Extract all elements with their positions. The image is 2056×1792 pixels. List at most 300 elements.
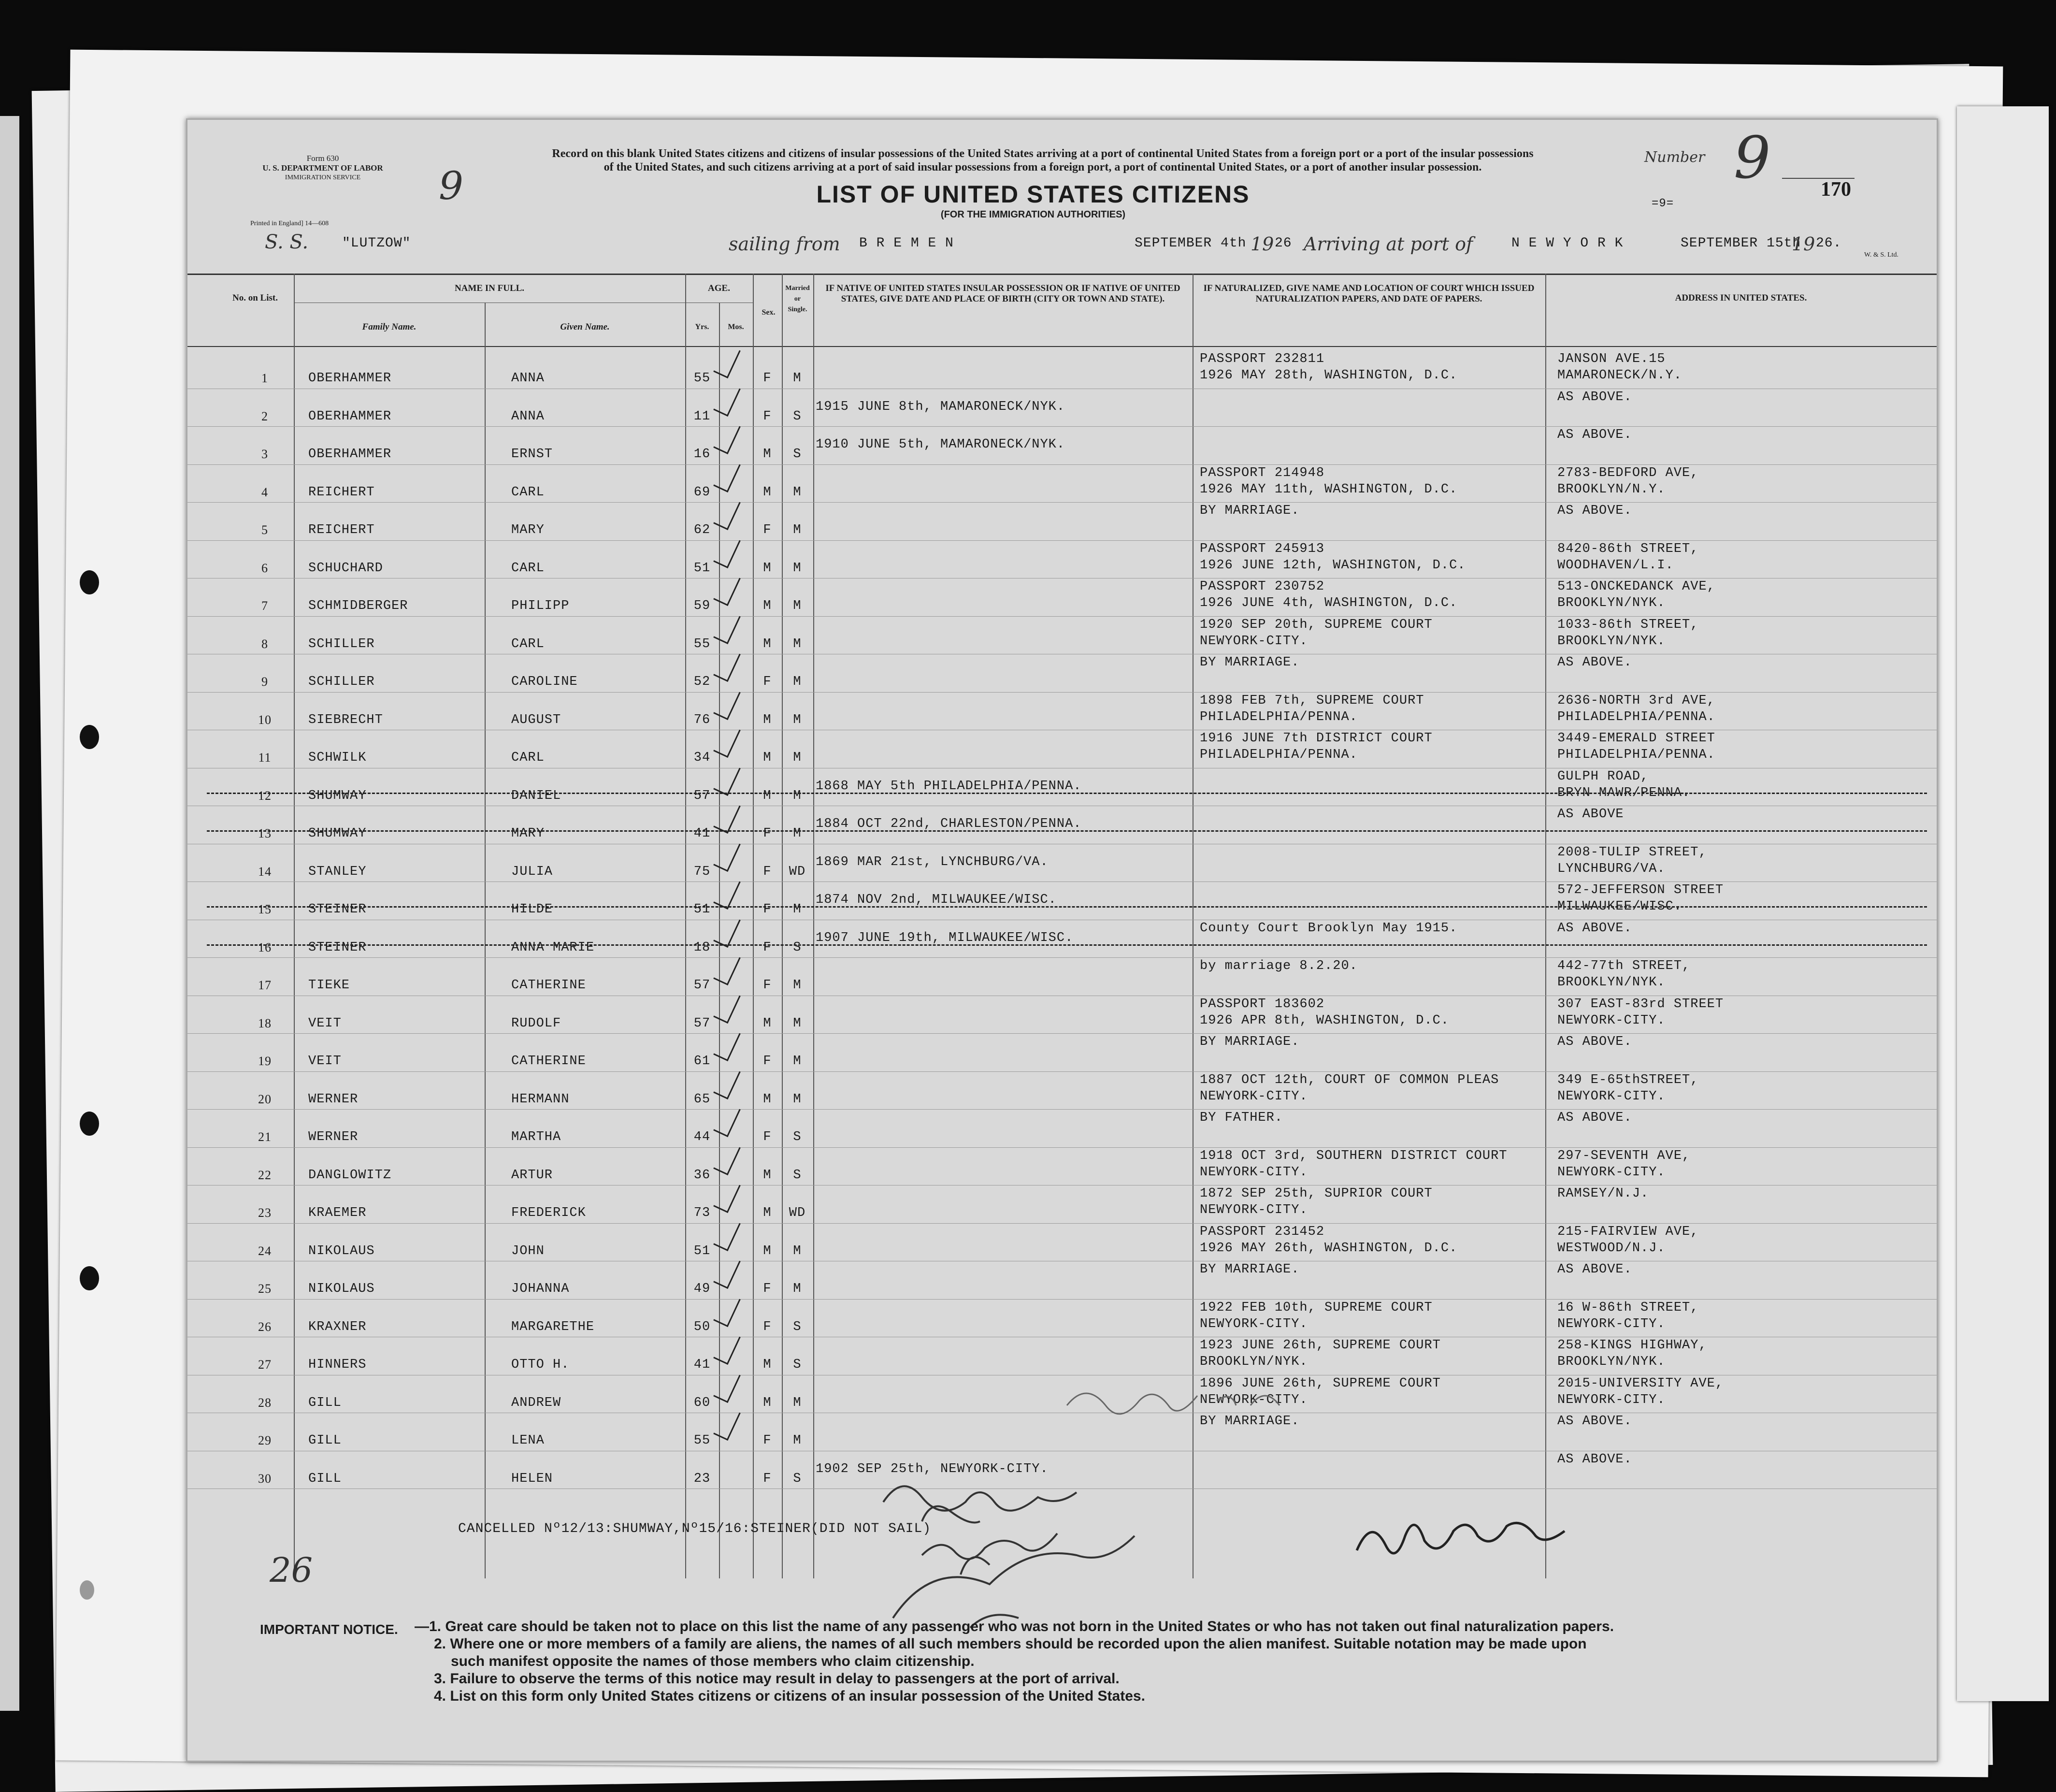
given-name: JOHANNA [511,1282,570,1296]
form-instructions: Record on this blank United States citizens and citizens of insular possessions of the United States arriving at a port of continental United States from a foreign port or a port of the insular possessions of the United States, and such citizens arriving at a port of said insular possessions from a foreign port, a port of continental United States, or a port of another insular possession. [552,147,1534,173]
family-name: SHUMWAY [308,826,367,841]
punch-hole [80,570,99,594]
family-name: SHUMWAY [308,788,367,803]
form-info [255,154,390,183]
form-number: Form 630 [306,154,339,163]
sex: F [763,409,772,424]
given-name: AUGUST [511,712,561,727]
marital-status: M [793,636,802,651]
age: 44 [693,1130,711,1144]
given-name: CATHERINE [511,1054,586,1069]
address-line-1: 8420-86th STREET, [1557,541,1699,556]
cancellation-strike [207,830,1927,832]
naturalization-line-1: County Court Brooklyn May 1915. [1200,921,1458,936]
header-bottom-border [187,346,1937,347]
given-name: MARY [511,523,545,537]
age: 51 [693,1243,711,1258]
marital-status: M [793,712,802,727]
marital-status: WD [789,1206,806,1220]
family-name: REICHERT [308,485,375,500]
row-number: 2 [261,409,268,423]
sex: F [763,1471,772,1486]
address-line-1: 258-KINGS HIGHWAY, [1557,1338,1707,1353]
row-number: 8 [261,636,268,651]
background-sheet-edge [1957,106,2049,1701]
table-row [187,1148,1937,1186]
punch-hole [80,1112,99,1136]
sex: F [763,675,772,689]
table-row [187,541,1937,579]
marital-status: M [793,1243,802,1258]
sex: F [763,940,772,955]
naturalization-line-1: PASSPORT 245913 [1200,541,1325,556]
age: 34 [693,751,711,765]
family-name: GILL [308,1433,342,1448]
address-line-2: BRYN MAWR/PENNA. [1557,785,1691,800]
address-line-2: MILWAUKEE/WISC. [1557,899,1682,914]
sex: M [763,561,772,576]
table-row [187,844,1937,882]
notice-4: 4. List on this form only United States citizens or citizens of an insular possession of the United States. [434,1688,1145,1704]
marital-status: S [793,940,802,955]
row-number: 4 [261,485,268,499]
naturalization-line-1: BY MARRIAGE. [1200,655,1300,670]
age: 55 [693,1433,711,1448]
row-number: 24 [258,1243,272,1258]
table-row [187,806,1937,844]
given-name: JULIA [511,864,553,879]
given-name: DANIEL [511,788,561,803]
given-name: CARL [511,561,545,576]
given-name: ERNST [511,447,553,462]
department: U. S. DEPARTMENT OF LABOR [262,163,383,173]
sailing-label: sailing from [729,233,840,255]
arrival-year: 26. [1816,236,1842,251]
family-name: SCHWILK [308,751,367,765]
family-name: SIEBRECHT [308,712,383,727]
row-number: 26 [258,1319,272,1334]
row-number: 17 [258,978,272,992]
voyage-line [265,229,1908,258]
address-line-2: NEWYORK-CITY. [1557,1013,1666,1028]
col-no: No. on List. [232,293,278,303]
col-yrs: Yrs. [695,323,709,331]
birth-info: 1910 JUNE 5th, MAMARONECK/NYK. [816,437,1065,452]
row-number: 1 [261,371,268,385]
punch-hole [80,1580,94,1600]
arrival-year-prefix: 19 [1792,233,1815,255]
family-name: OBERHAMMER [308,447,392,462]
age: 60 [693,1395,711,1410]
sex: M [763,1243,772,1258]
family-name: REICHERT [308,523,375,537]
birth-info: 1902 SEP 25th, NEWYORK-CITY. [816,1461,1049,1476]
naturalization-line-1: 1922 FEB 10th, SUPREME COURT [1200,1300,1433,1315]
naturalization-line-2: PHILADELPHIA/PENNA. [1200,748,1358,762]
family-name: OBERHAMMER [308,409,392,424]
row-number: 21 [258,1130,272,1144]
naturalization-line-1: 1920 SEP 20th, SUPREME COURT [1200,617,1433,632]
age: 55 [693,371,711,386]
birth-info: 1868 MAY 5th PHILADELPHIA/PENNA. [816,779,1082,794]
row-number: 28 [258,1395,272,1410]
family-name: TIEKE [308,978,350,993]
age: 57 [693,788,711,803]
marital-status: M [793,902,802,917]
age: 75 [693,864,711,879]
family-name: GILL [308,1471,342,1486]
table-row [187,1072,1937,1110]
family-name: WERNER [308,1092,359,1107]
printer-mark: W. & S. Ltd. [1864,251,1899,259]
naturalization-line-2: 1926 JUNE 4th, WASHINGTON, D.C. [1200,596,1458,610]
table-row [187,578,1937,617]
row-number: 9 [261,675,268,689]
table-row [187,427,1937,465]
age: 36 [693,1168,711,1183]
naturalization-line-1: BY MARRIAGE. [1200,504,1300,518]
naturalization-line-2: NEWYORK-CITY. [1200,1165,1308,1180]
cancellation-strike [207,793,1927,794]
sex: M [763,1358,772,1372]
sex: M [763,447,772,462]
family-name: DANGLOWITZ [308,1168,392,1183]
port-of-departure: B R E M E N [859,236,954,251]
birth-info: 1874 NOV 2nd, MILWAUKEE/WISC. [816,893,1057,907]
family-name: WERNER [308,1130,359,1144]
address-line-1: 3449-EMERALD STREET [1557,731,1715,746]
sex: M [763,788,772,803]
address-line-2: WOODHAVEN/L.I. [1557,558,1674,573]
marital-status: S [793,1471,802,1486]
naturalization-line-1: 1916 JUNE 7th DISTRICT COURT [1200,731,1433,746]
table-row [187,389,1937,427]
marital-status: S [793,1358,802,1372]
col-naturalization: IF NATURALIZED, GIVE NAME AND LOCATION OF COURT WHICH ISSUED NATURALIZATION PAPERS, AND DATE OF PAPERS. [1203,283,1535,304]
address-line-1: 2008-TULIP STREET, [1557,845,1707,860]
cancellation-strike [207,944,1927,946]
family-name: OBERHAMMER [308,371,392,386]
marital-status: M [793,523,802,537]
given-name: CAROLINE [511,675,578,689]
address-line-2: BROOKLYN/NYK. [1557,634,1666,649]
naturalization-line-1: 1887 OCT 12th, COURT OF COMMON PLEAS [1200,1072,1499,1087]
sex: M [763,485,772,500]
arriving-label: Arriving at port of [1304,233,1473,255]
address-line-2: WESTWOOD/N.J. [1557,1241,1666,1256]
sex: F [763,826,772,841]
naturalization-line-2: 1926 APR 8th, WASHINGTON, D.C. [1200,1013,1450,1028]
table-row [187,1185,1937,1224]
given-name: OTTO H. [511,1358,570,1372]
address-line-2: BROOKLYN/N.Y. [1557,482,1666,497]
sex: F [763,1319,772,1334]
address-line-1: 2783-BEDFORD AVE, [1557,465,1699,480]
address-line-1: AS ABOVE. [1557,504,1632,518]
marital-status: M [793,788,802,803]
ship-name: "LUTZOW" [342,236,411,251]
address-line-2: PHILADELPHIA/PENNA. [1557,748,1715,762]
marital-status: S [793,447,802,462]
given-name: CARL [511,485,545,500]
address-line-1: JANSON AVE.15 [1557,352,1666,366]
row-number: 15 [258,902,272,916]
given-name: ARTUR [511,1168,553,1183]
sex: M [763,599,772,613]
row-number: 6 [261,561,268,575]
handwritten-nine: 9 [439,163,463,208]
row-number: 10 [258,712,272,727]
age: 41 [693,1358,711,1372]
given-name: FREDERICK [511,1206,586,1220]
family-name: STANLEY [308,864,367,879]
naturalization-line-1: BY MARRIAGE. [1200,1414,1300,1429]
naturalization-line-2: NEWYORK-CITY. [1200,1089,1308,1104]
address-line-1: AS ABOVE. [1557,921,1632,936]
birth-info: 1915 JUNE 8th, MAMARONECK/NYK. [816,399,1065,414]
address-line-2: NEWYORK-CITY. [1557,1316,1666,1331]
col-address: ADDRESS IN UNITED STATES. [1675,293,1807,303]
table-row [187,730,1937,768]
address-line-2: BROOKLYN/NYK. [1557,596,1666,610]
col-name: NAME IN FULL. [454,283,525,293]
age: 23 [693,1471,711,1486]
age: 62 [693,523,711,537]
marital-status: M [793,1395,802,1410]
address-line-1: 513-ONCKEDANCK AVE, [1557,579,1715,594]
marital-status: M [793,371,802,386]
given-name: CARL [511,636,545,651]
age: 49 [693,1282,711,1296]
sex: M [763,1016,772,1031]
address-line-1: 215-FAIRVIEW AVE, [1557,1224,1699,1239]
number-label: Number [1644,149,1705,166]
service: IMMIGRATION SERVICE [285,174,361,181]
address-line-1: AS ABOVE. [1557,1035,1632,1049]
marital-status: M [793,561,802,576]
naturalization-line-1: by marriage 8.2.20. [1200,959,1358,973]
row-number: 23 [258,1206,272,1220]
birth-info: 1907 JUNE 19th, MILWAUKEE/WISC. [816,930,1074,945]
row-number: 18 [258,1016,272,1030]
table-row [187,617,1937,655]
sex: M [763,751,772,765]
family-name: SCHILLER [308,636,375,651]
family-name: HINNERS [308,1358,367,1372]
col-sex: Sex. [762,308,776,317]
naturalization-line-2: NEWYORK-CITY. [1200,1203,1308,1217]
col-family: Family Name. [362,322,417,332]
address-line-1: GULPH ROAD, [1557,769,1649,784]
naturalization-line-2: BROOKLYN/NYK. [1200,1355,1308,1369]
cancellation-strike [207,906,1927,908]
sex: M [763,1206,772,1220]
table-row [187,882,1937,920]
ss-label: S. S. [265,231,309,253]
address-line-1: 297-SEVENTH AVE, [1557,1148,1691,1163]
address-line-1: 2636-NORTH 3rd AVE, [1557,693,1715,708]
given-name: LENA [511,1433,545,1448]
given-name: CARL [511,751,545,765]
age: 55 [693,636,711,651]
manifest-page [186,118,1938,1762]
marital-status: M [793,751,802,765]
signature-winter [1347,1512,1589,1570]
address-line-1: AS ABOVE. [1557,655,1632,670]
sex: F [763,1130,772,1144]
family-name: SCHMIDBERGER [308,599,408,613]
notice-2-cont: such manifest opposite the names of those members who claim citizenship. [451,1653,975,1669]
naturalization-line-1: PASSPORT 230752 [1200,579,1325,594]
family-name: NIKOLAUS [308,1243,375,1258]
marital-status: M [793,1282,802,1296]
page-mark: =9= [1652,197,1674,210]
table-row [187,958,1937,996]
given-name: ANNA MARIE [511,940,595,955]
age: 51 [693,902,711,917]
age: 50 [693,1319,711,1334]
given-name: CATHERINE [511,978,586,993]
age: 51 [693,561,711,576]
port-of-arrival: N E W Y O R K [1511,236,1624,251]
naturalization-line-2: 1926 MAY 26th, WASHINGTON, D.C. [1200,1241,1458,1256]
adjacent-page-edge [0,116,19,1711]
sex: M [763,1092,772,1107]
age: 69 [693,485,711,500]
col-birth: IF NATIVE OF UNITED STATES INSULAR POSSESSION OR IF NATIVE OF UNITED STATES, GIVE DATE AND PLACE OF BIRTH (CITY OR TOWN AND STATE). [825,283,1180,304]
table-row [187,351,1937,389]
row-number: 22 [258,1168,272,1182]
departure-year: 26 [1275,236,1292,251]
marital-status: M [793,1054,802,1069]
family-name: KRAEMER [308,1206,367,1220]
col-mos: Mos. [728,323,744,331]
table-row [187,1337,1937,1375]
age: 16 [693,447,711,462]
naturalization-line-2: 1926 MAY 28th, WASHINGTON, D.C. [1200,368,1458,383]
sex: F [763,902,772,917]
family-name: SCHILLER [308,675,375,689]
col-age: AGE. [708,283,730,293]
table-row [187,996,1937,1034]
page-number: 170 [1821,178,1851,201]
naturalization-line-1: 1872 SEP 25th, SUPRIOR COURT [1200,1186,1433,1201]
sex: M [763,1395,772,1410]
family-name: VEIT [308,1016,342,1031]
row-number: 14 [258,864,272,879]
given-name: ANNA [511,409,545,424]
sex: F [763,371,772,386]
marital-status: M [793,485,802,500]
table-row [187,503,1937,541]
number-value: 9 [1734,125,1771,192]
address-line-1: AS ABOVE. [1557,428,1632,442]
cancellation-note: CANCELLED Nº12/13:SHUMWAY,Nº15/16:STEINER(DID NOT SAIL) [458,1521,932,1536]
page-subtitle: (FOR THE IMMIGRATION AUTHORITIES) [940,209,1126,220]
address-line-1: AS ABOVE [1557,807,1624,822]
address-line-1: AS ABOVE. [1557,390,1632,405]
table-row [187,920,1937,958]
age: 11 [693,409,711,424]
address-line-1: AS ABOVE. [1557,1262,1632,1277]
family-name: SCHUCHARD [308,561,383,576]
naturalization-line-1: PASSPORT 232811 [1200,352,1325,366]
sex: F [763,864,772,879]
arrival-date: SEPTEMBER 15th [1681,236,1801,251]
check-mark [713,344,741,378]
given-name: ANNA [511,371,545,386]
table-row [187,693,1937,731]
family-name: STEINER [308,940,367,955]
address-line-1: 307 EAST-83rd STREET [1557,997,1724,1012]
naturalization-line-1: BY MARRIAGE. [1200,1262,1300,1277]
naturalization-line-2: NEWYORK-CITY. [1200,1392,1308,1407]
family-name: GILL [308,1395,342,1410]
table-row [187,1034,1937,1072]
family-name: KRAXNER [308,1319,367,1334]
row-number: 25 [258,1282,272,1296]
given-name: HELEN [511,1471,553,1486]
table-row [187,768,1937,807]
given-name: RUDOLF [511,1016,561,1031]
age: 18 [693,940,711,955]
naturalization-line-2: 1926 JUNE 12th, WASHINGTON, D.C. [1200,558,1466,573]
age: 59 [693,599,711,613]
sex: F [763,523,772,537]
address-line-1: AS ABOVE. [1557,1111,1632,1125]
departure-date: SEPTEMBER 4th [1135,236,1247,251]
birth-info: 1869 MAR 21st, LYNCHBURG/VA. [816,854,1049,869]
age: 52 [693,675,711,689]
row-number: 30 [258,1471,272,1486]
address-line-2: MAMARONECK/N.Y. [1557,368,1682,383]
sex: F [763,1433,772,1448]
row-number: 19 [258,1054,272,1068]
naturalization-line-1: PASSPORT 214948 [1200,465,1325,480]
marital-status: M [793,599,802,613]
table-row [187,1224,1937,1262]
marital-status: M [793,675,802,689]
address-line-1: AS ABOVE. [1557,1452,1632,1467]
handwritten-count: 26 [270,1550,313,1590]
address-line-1: 572-JEFFERSON STREET [1557,883,1724,897]
row-number: 7 [261,599,268,613]
page-title: LIST OF UNITED STATES CITIZENS [816,181,1250,208]
age: 65 [693,1092,711,1107]
table-top-border [187,274,1937,275]
naturalization-line-2: PHILADELPHIA/PENNA. [1200,709,1358,724]
table-row [187,1261,1937,1300]
given-name: MARTHA [511,1130,561,1144]
given-name: PHILIPP [511,599,570,613]
given-name: MARY [511,826,545,841]
address-line-1: 2015-UNIVERSITY AVE, [1557,1376,1724,1391]
signature-inspectors [864,1444,1202,1637]
naturalization-line-1: 1923 JUNE 26th, SUPREME COURT [1200,1338,1441,1353]
marital-status: S [793,1130,802,1144]
naturalization-line-2: 1926 MAY 11th, WASHINGTON, D.C. [1200,482,1458,497]
sex: F [763,1054,772,1069]
address-line-1: AS ABOVE. [1557,1414,1632,1429]
naturalization-line-1: 1896 JUNE 26th, SUPREME COURT [1200,1376,1441,1391]
table-row [187,465,1937,503]
address-line-2: BROOKLYN/NYK. [1557,1355,1666,1369]
marital-status: M [793,1092,802,1107]
family-name: NIKOLAUS [308,1282,375,1296]
age: 73 [693,1206,711,1220]
table-row [187,654,1937,693]
col-given: Given Name. [560,322,610,332]
